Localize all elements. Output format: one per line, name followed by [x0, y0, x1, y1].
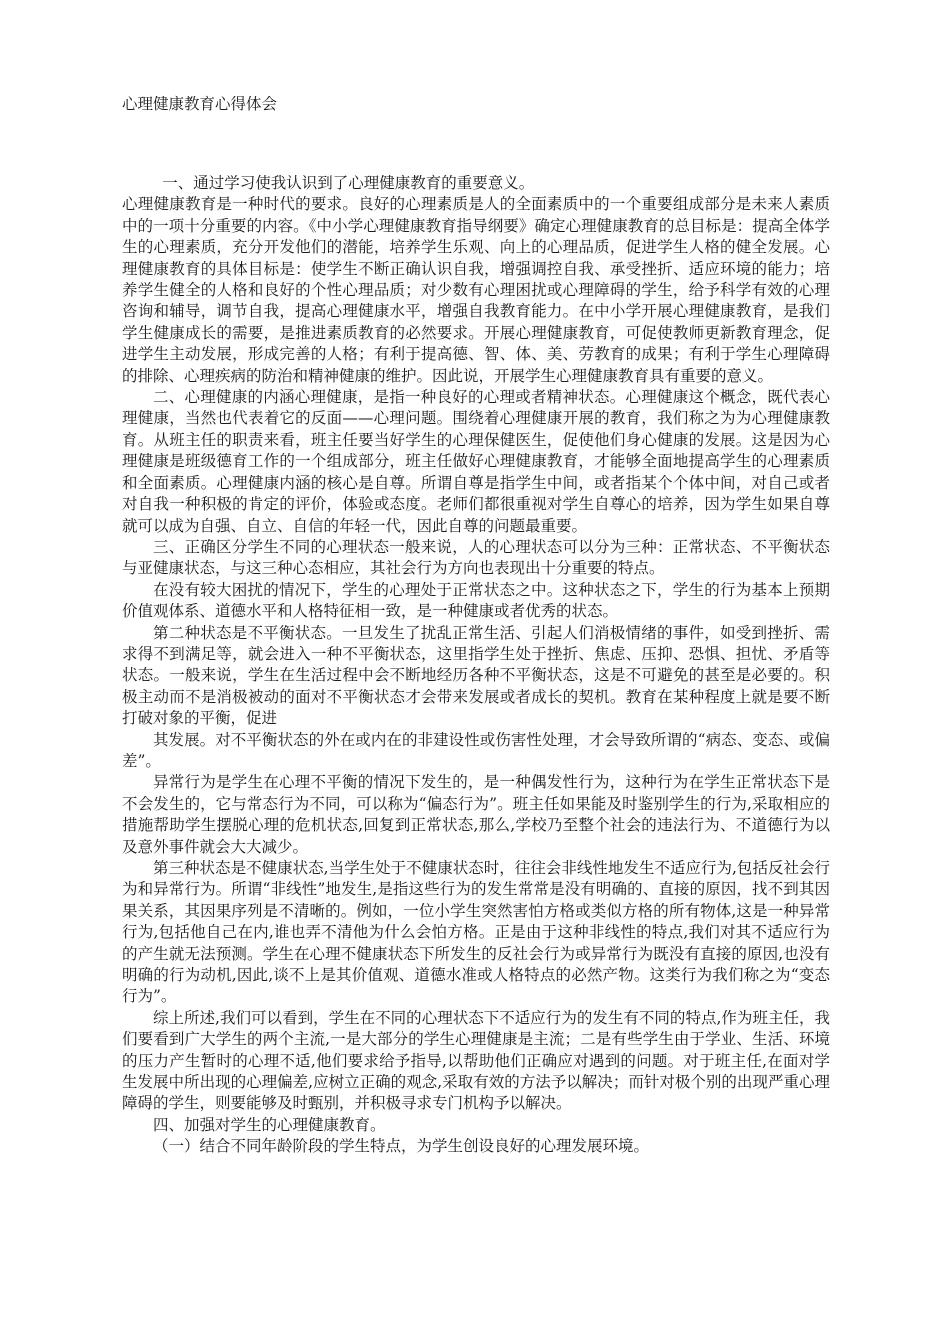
paragraph: 综上所述,我们可以看到，学生在不同的心理状态下不适应行为的发生有不同的特点,作为班主任，我们要看到广大学生的两个主流,一是大部分的学生心理健康是主流；二是有些学生由于学业、生活、环境的压力产生暂时的心理不适,他们要求给予指导,以帮助他们正确应对遇到的问题。对于班主任,在面对学生发展中所出现的心理偏差,应树立正确的观念,采取有效的方法予以解决；而针对极个别的出现严重心理障碍的学生，则要能够及时甄别，并积极寻求专门机构予以解决。 — [122, 1008, 830, 1113]
paragraph: 第二种状态是不平衡状态。一旦发生了扰乱正常生活、引起人们消极情绪的事件，如受到挫折、需求得不到满足等，就会进入一种不平衡状态，这里指学生处于挫折、焦虑、压抑、恐惧、担忧、矛盾等状态。一般来说，学生在生活过程中会不断地经历各种不平衡状态，这是不可避免的甚至是必要的。积极主动而不是消极被动的面对不平衡状态才会带来发展或者成长的契机。教育在某种程度上就是要不断打破对象的平衡，促进 — [122, 623, 830, 728]
paragraph: 心理健康教育是一种时代的要求。良好的心理素质是人的全面素质中的一个重要组成部分是未来人素质中的一项十分重要的内容。《中小学心理健康教育指导纲要》确定心理健康教育的总目标是：提高全体学生的心理素质，充分开发他们的潜能，培养学生乐观、向上的心理品质，促进学生人格的健全发展。心理健康教育的具体目标是：使学生不断正确认识自我，增强调控自我、承受挫折、适应环境的能力；培养学生健全的人格和良好的个性心理品质；对少数有心理困扰或心理障碍的学生，给予科学有效的心理咨询和辅导，调节自我，提高心理健康水平，增强自我教育能力。在中小学开展心理健康教育，是我们学生健康成长的需要，是推进素质教育的必然要求。开展心理健康教育，可促使教师更新教育理念，促进学生主动发展，形成完善的人格；有利于提高德、智、体、美、劳教育的成果；有利于学生心理障碍的排除、心理疾病的防治和精神健康的维护。因此说，开展学生心理健康教育具有重要的意义。 — [122, 195, 830, 385]
document-body — [122, 173, 830, 1158]
paragraph: 在没有较大困扰的情况下，学生的心理处于正常状态之中。这种状态之下，学生的行为基本上预期价值观体系、道德水平和人格特征相一致，是一种健康或者优秀的状态。 — [122, 580, 830, 621]
paragraph: 第三种状态是不健康状态,当学生处于不健康状态时，往往会非线性地发生不适应行为,包括反社会行为和异常行为。所谓“非线性”地发生,是指这些行为的发生常常是没有明确的、直接的原因，找不到其因果关系，其因果序列是不清晰的。例如，一位小学生突然害怕方格或类似方格的所有物体,这是一种异常行为,包括他自己在内,谁也弄不清他为什么会怕方格。正是由于这种非线性的特点,我们对其不适应行为的产生就无法预测。学生在心理不健康状态下所发生的反社会行为或异常行为既没有直接的原因,也没有明确的行为动机,因此,谈不上是其价值观、道德水准或人格特点的必然产物。这类行为我们称之为“变态行为”。 — [122, 859, 830, 1006]
section-heading-4: 四、加强对学生的心理健康教育。 — [153, 1115, 386, 1134]
paragraph: 异常行为是学生在心理不平衡的情况下发生的，是一种偶发性行为，这种行为在学生正常状态下是不会发生的，它与常态行为不同，可以称为“偏态行为”。班主任如果能及时鉴别学生的行为,采取相应的措施帮助学生摆脱心理的危机状态,回复到正常状态,那么,学校乃至整个社会的违法行为、不道德行为以及意外事件就会大大减少。 — [122, 773, 830, 856]
section-paragraph-3: 三、正确区分学生不同的心理状态一般来说，人的心理状态可以分为三种：正常状态、不平衡状态与亚健康状态，与这三种心态相应，其社会行为方向也表现出十分重要的特点。 — [122, 537, 830, 578]
document-title: 心理健康教育心得体会 — [122, 95, 278, 113]
subsection-heading-1: （一）结合不同年龄阶段的学生特点，为学生创设良好的心理发展环境。 — [153, 1137, 650, 1156]
section-heading-1: 一、通过学习使我认识到了心理健康教育的重要意义。 — [162, 174, 535, 192]
paragraph: 其发展。对不平衡状态的外在或内在的非建设性或伤害性处理，才会导致所谓的“病态、变态、或偏差”。 — [122, 730, 830, 770]
section-paragraph-2: 二、心理健康的内涵心理健康，是指一种良好的心理或者精神状态。心理健康这个概念，既代表心理健康，当然也代表着它的反面——心理问题。围绕着心理健康开展的教育，我们称之为为心理健康教育。从班主任的职责来看，班主任要当好学生的心理保健医生，促使他们身心健康的发展。这是因为心理健康是班级德育工作的一个组成部分，班主任做好心理健康教育，才能够全面地提高学生的心理素质和全面素质。心理健康内涵的核心是自尊。所谓自尊是指学生中间，或者指某个个体中间，对自己或者对自我一种积极的肯定的评价，体验或态度。老师们都很重视对学生自尊心的培养，因为学生如果自尊就可以成为自强、自立、自信的年轻一代，因此自尊的问题最重要。 — [122, 388, 830, 535]
